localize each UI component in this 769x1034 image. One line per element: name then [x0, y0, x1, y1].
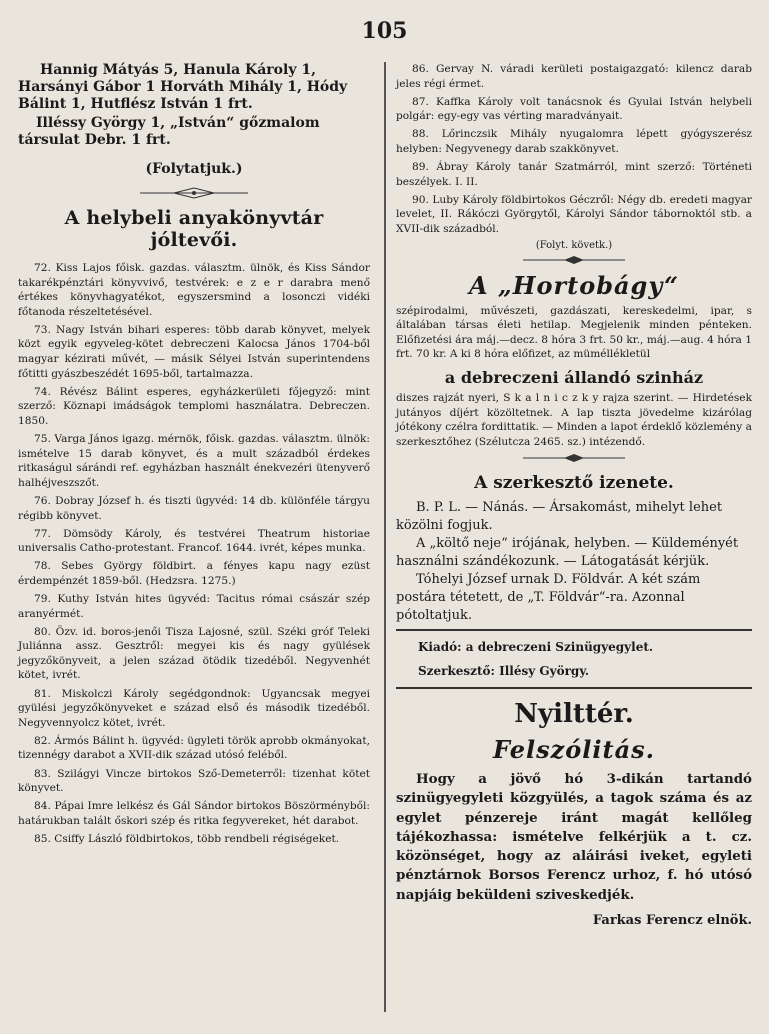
list-item: 72. Kiss Lajos főisk. gazdas. választm. ülnök, és Kiss Sándor takarékpénztári könyvvivő, testvérek: e z e r darabra menő értékes könyvhagyatékot, egyszersmind a losonczi vidéki főtanoda részeltetésével.	[18, 262, 370, 318]
list-item: 77. Dömsödy Károly, és testvérei Theatrum historiae universalis Catho-protestant. Francof. 1644. ivrét, képes munka.	[18, 527, 370, 555]
list-item: 79. Kuthy István hites ügyvéd: Tacitus római császár szép aranyérmét.	[18, 592, 370, 620]
list-item: 86. Gervay N. váradi kerületi postaigazgató: kilencz darab jeles régi érmet.	[396, 63, 752, 90]
list-item: 84. Pápai Imre lelkész és Gál Sándor birtokos Böszörményből: határukban talált őskori szép és ritka fegyvereket, hét darabot.	[18, 800, 370, 827]
divider-ornament	[396, 453, 752, 463]
list-item: 87. Kaffka Károly volt tanácsnok és Gyulai István helybeli polgár: egy-egy vas vérting maradványait.	[396, 95, 752, 123]
continuation-note: (Folyt. követk.)	[535, 239, 613, 251]
newspaper-title: A „Hortobágy“	[469, 270, 679, 300]
signature: Farkas Ferencz elnök.	[592, 912, 752, 928]
editor-notes-heading: A szerkesztő izenete.	[474, 473, 674, 494]
list-item: 88. Lőrinczsik Mihály nyugalomra lépett gyógyszerész helyben: Negyvenegy darab szakkönyvet.	[396, 128, 752, 155]
donor-list-paragraph: Hannig Mátyás 5, Hanula Károly 1, Harsányi Gábor 1 Horváth Mihály 1, Hódy Bálint 1, Hutflész István 1 frt.	[18, 62, 348, 112]
horizontal-rule	[396, 629, 752, 631]
list-item: 74. Révész Bálint esperes, egyházkerületi főjegyző: mint szerző: Köznapi imádságok templomi használatra. Debreczen. 1850.	[18, 385, 370, 427]
list-item: 73. Nagy István bihari esperes: több darab könyvet, melyek közt egyik egyveleg-kötet debreczeni Kalocsa János 1704-ből magyar kézirati művét, — másik Sélyei István superintendens főtitti gyászbeszédét 1695-ből, tartalmazza.	[18, 323, 370, 380]
list-item: 83. Szilágyi Vincze birtokos Sző-Demeterről: tizenhat kötet könyvet.	[18, 767, 370, 795]
editor-message: A „költő neje“ irójának, helyben. — Küldeményét használni szándékozunk. — Látogatását kérjük.	[396, 536, 739, 570]
editor-message: B. P. L. — Nánás. — Ársakomást, mihelyt lehet közölni fogjuk.	[396, 500, 723, 534]
section-heading: Nyilttér.	[514, 699, 634, 730]
publisher-line: Kiadó: a debreczeni Szinügyegylet.	[418, 640, 654, 655]
list-item: 80. Özv. id. boros-jenői Tisza Lajosné, szül. Széki gróf Teleki Juliánna assz. Gesztről: megyei kis és nagy gyülések jegyzőkönyveit, a jelen század ötödik tizedéből. Negyvenhét kötet, ivrét.	[18, 625, 370, 682]
notice-body: Hogy a jövő hó 3-dikán tartandó szinügyegyleti közgyülés, a tagok száma és az egylet pénzereje iránt magát kellőleg tájékozhassa: ismételve felkérjük a t. cz. közönséget, hogy az aláirási iveket, egyleti pénztárnok Borsos Ferencz urhoz, f. hó utósó napjáig beküldeni sziveskedjék.	[396, 771, 752, 903]
list-item: 75. Varga János igazg. mérnök, főisk. gazdas. választm. ülnök: ismételve 15 darab könyvet, és a mult századból érdekes ritkaságul sárándi ref. egyházban használt énekvezéri ütenyverő halhéjveszszőt.	[18, 433, 370, 489]
page-number: 105	[361, 18, 408, 44]
list-item: 82. Ármós Bálint h. ügyvéd: ügyleti török aprobb okmányokat, tizennégy darabot a XVII-dik század utósó feléből.	[18, 734, 370, 762]
divider-ornament	[18, 187, 370, 199]
theatre-heading: a debreczeni állandó szinház	[444, 367, 704, 387]
newspaper-description: szépirodalmi, művészeti, gazdászati, kereskedelmi, ipar, s általában társas életi hetilap. Megjelenik minden pénteken. Előfizetési ára máj.—decz. 8 hóra 3 frt. 50 kr., máj.—aug. 4 hóra 1 frt. 70 kr. A ki 8 hóra előfizet, az müméllékletül	[396, 304, 752, 361]
left-column	[18, 62, 370, 846]
list-item: 78. Sebes György földbirt. a fényes kapu nagy ezüst érdempénzét 1859-ből. (Hedzsra. 1275.)	[18, 560, 370, 587]
horizontal-rule	[396, 687, 752, 689]
continuation-note: (Folytatjuk.)	[145, 161, 243, 177]
list-item: 81. Miskolczi Károly segédgondnok: Ugyancsak megyei gyülési jegyzőkönyveket e század első és második tizedéből. Negyvennyolcz kötet, ivrét.	[18, 687, 370, 729]
notice-title: Felszólitás.	[493, 735, 655, 765]
section-title: A helybeli anyakönyvtár jóltevői.	[64, 207, 324, 251]
divider-ornament	[396, 255, 752, 265]
donor-list-paragraph: Illéssy György 1, „István“ gőzmalom társulat Debr. 1 frt.	[18, 115, 320, 148]
theatre-description: diszes rajzát nyeri, S k a l n i c z k y rajza szerint. — Hirdetések jutányos díjért közöltetnek. A lap tiszta jövedelme kizárólag jótékony czélra fordittatik. — Minden a lapot érdeklő közlemény a szerkesztőhez (Szélutcza 2465. sz.) intézendő.	[396, 391, 752, 448]
list-item: 90. Luby Károly földbirtokos Géczről: Négy db. eredeti magyar levelet, II. Rákóczi Györgytől, Károlyi Sándor tábornoktól stb. a XVII-dik századból.	[396, 193, 752, 235]
right-column	[396, 62, 752, 928]
editor-message: Tóhelyi József urnak D. Földvár. A két szám postára tétetett, de „T. Földvár“-ra. Azonnal pótoltatjuk.	[396, 572, 701, 624]
list-item: 89. Ábray Károly tanár Szatmárról, mint szerző: Történeti beszélyek. I. II.	[396, 161, 752, 188]
column-divider	[384, 62, 386, 1012]
list-item: 76. Dobray József h. és tiszti ügyvéd: 14 db. különféle tárgyu régibb könyvet.	[18, 494, 370, 522]
editor-line: Szerkesztő: Illésy György.	[418, 664, 590, 679]
list-item: 85. Csiffy László földbirtokos, több rendbeli régiségeket.	[34, 832, 340, 845]
